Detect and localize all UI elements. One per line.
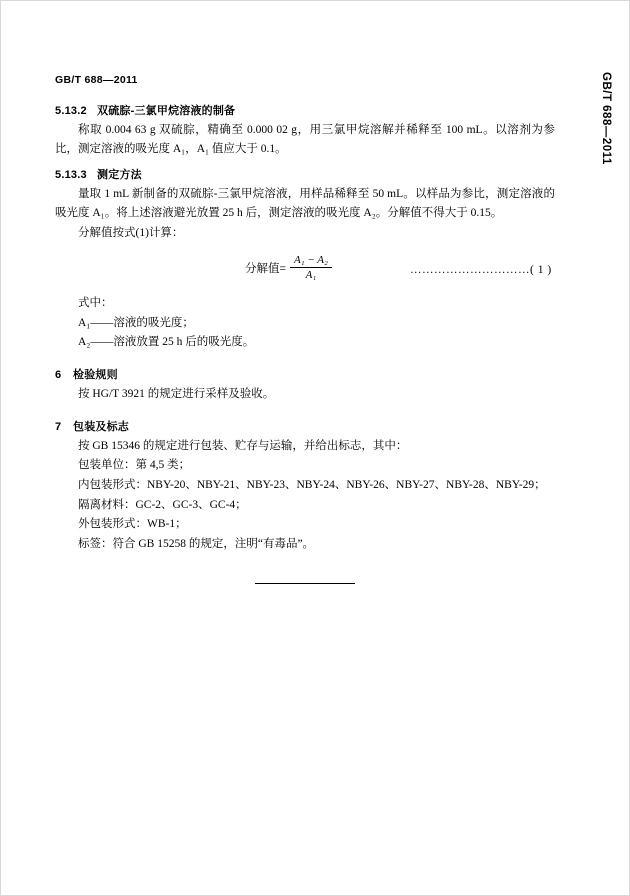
section-heading-6: [55, 366, 555, 382]
section-number: 5.13.2: [55, 105, 87, 117]
section-heading-5-13-3: [55, 166, 555, 182]
paragraph-5-13-3-1: 量取 1 mL 新制备的双硫腙-三氯甲烷溶液，用样品稀释至 50 mL。以样品为参比，测定溶液的吸光度 A₁。将上述溶液避光放置 25 h 后，测定溶液的吸光度 A₂。分解值不得大于 0.15。: [55, 188, 555, 219]
formula-where-label: 式中：: [78, 297, 113, 310]
end-rule: [255, 583, 355, 584]
paragraph-7-1: 按 GB 15346 的规定进行包装、贮存与运输，并给出标志，其中：: [78, 439, 408, 452]
formula-label: 分解值=: [245, 262, 286, 275]
document-body: [55, 94, 555, 584]
formula-definition-1: A₁——溶液的吸光度；: [78, 316, 194, 329]
paragraph-5-13-3-2: 分解值按式(1)计算：: [78, 226, 184, 239]
section-title: 包装及标志: [73, 420, 129, 433]
section-title: 双硫腙-三氯甲烷溶液的制备: [97, 105, 236, 117]
paragraph-6-1: 按 HG/T 3921 的规定进行采样及验收。: [78, 388, 275, 400]
header-standard-code: GB/T 688—2011: [55, 74, 138, 86]
list-item: 外包装形式：WB-1；: [78, 518, 187, 531]
section-heading-7: [55, 418, 555, 434]
section-number: 6: [55, 369, 62, 381]
formula-expression: [245, 254, 332, 281]
formula-1: [55, 254, 555, 288]
section-number: 7: [55, 420, 62, 433]
paragraph-5-13-2-1: 称取 0.004 63 g 双硫腙，精确至 0.000 02 g，用三氯甲烷溶解并稀释至 100 mL。以溶剂为参比，测定溶液的吸光度 A₁，A₁ 值应大于 0.1。: [55, 124, 555, 155]
formula-definition-2: A₂——溶液放置 25 h 后的吸光度。: [78, 336, 255, 349]
formula-denominator: A₁: [305, 269, 317, 282]
list-item: 标签：符合 GB 15258 的规定，注明“有毒品”。: [78, 537, 315, 550]
section-heading-5-13-2: [55, 102, 555, 118]
list-item: 包装单位：第 4,5 类；: [78, 459, 191, 472]
formula-numerator: A₁ − A₂: [290, 254, 332, 268]
section-number: 5.13.3: [55, 169, 87, 182]
side-standard-code: GB/T 688—2011: [600, 72, 612, 165]
formula-fraction: [290, 254, 332, 281]
section-title: 检验规则: [73, 369, 118, 381]
formula-number: …………………………( 1 ): [410, 264, 552, 277]
list-item: 隔离材料：GC-2、GC-3、GC-4；: [78, 498, 247, 511]
section-title: 测定方法: [97, 169, 142, 182]
list-item: 内包装形式：NBY-20、NBY-21、NBY-23、NBY-24、NBY-26、NBY-27、NBY-28、NBY-29；: [78, 478, 546, 491]
